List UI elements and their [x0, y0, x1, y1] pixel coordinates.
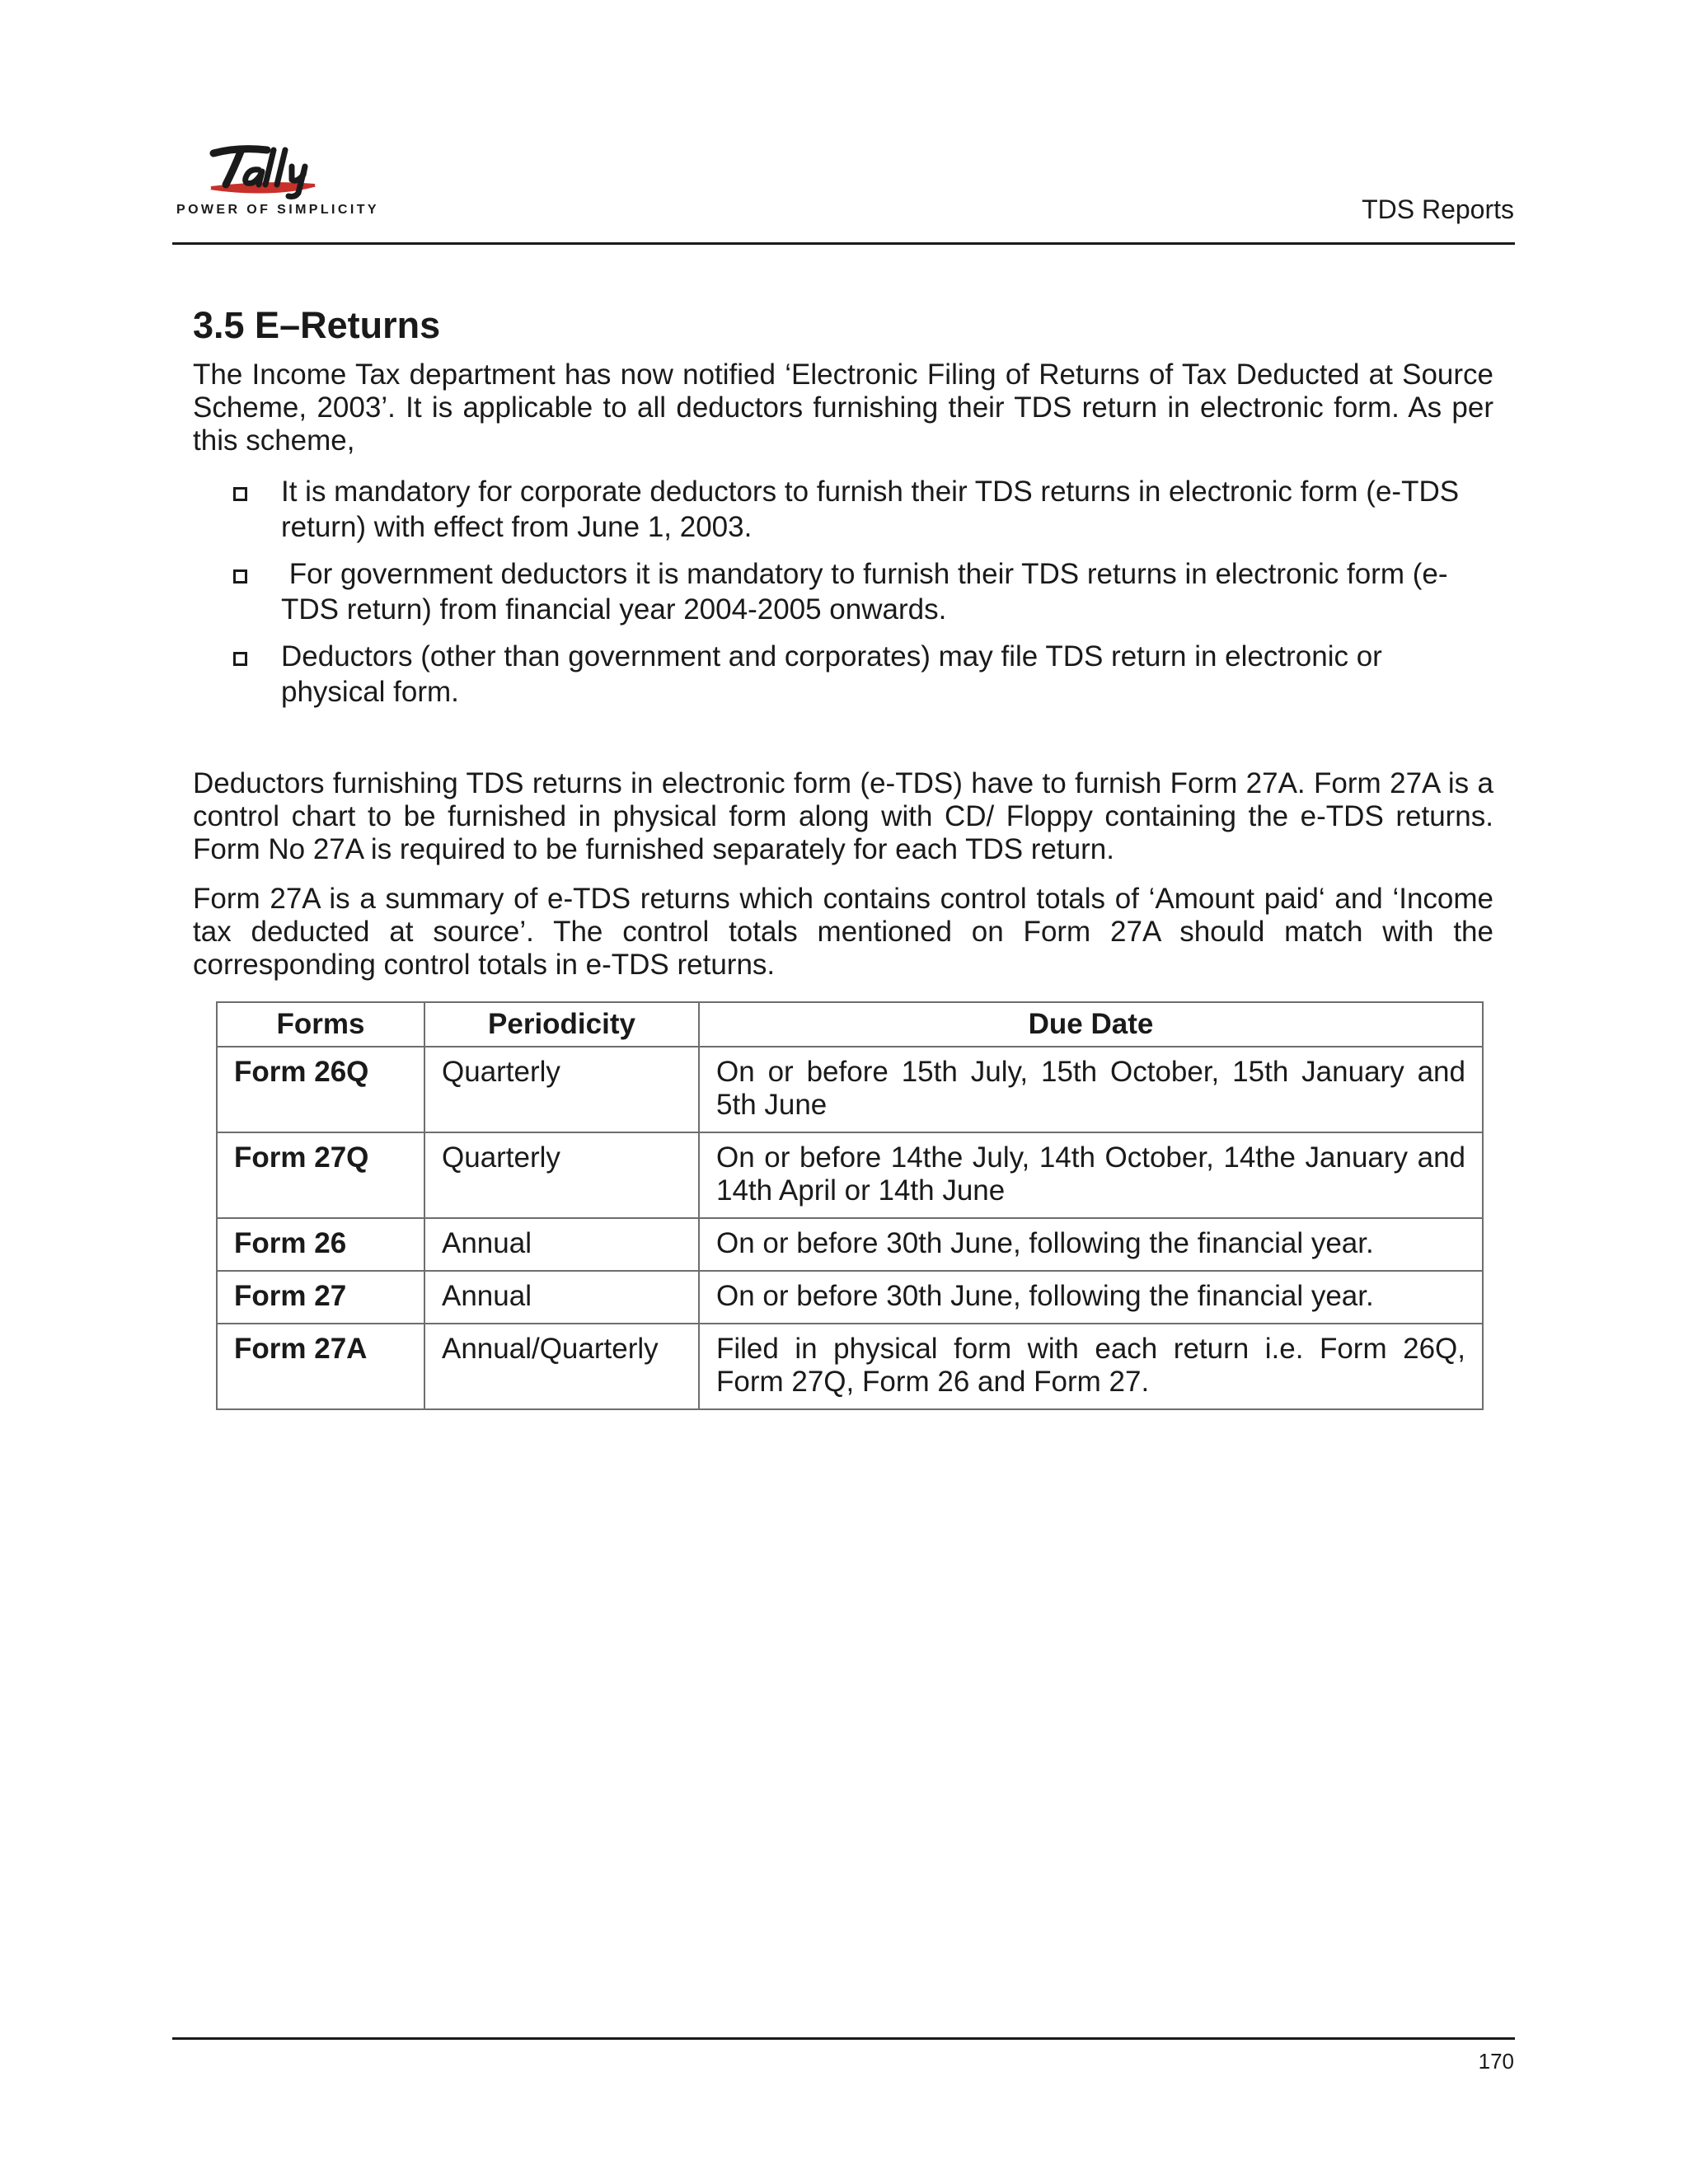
main-content [193, 301, 1493, 1410]
bullet-list [193, 474, 1493, 710]
table-row [217, 1271, 1483, 1324]
square-bullet-icon [233, 652, 247, 666]
list-item-text: Deductors (other than government and corporates) may file TDS return in electronic or physical form. [281, 640, 1382, 708]
table-header-row [217, 1002, 1483, 1047]
section-title: 3.5 E–Returns [193, 304, 441, 346]
due-date-cell: On or before 30th June, following the financial year. [699, 1218, 1483, 1271]
page-number: 170 [1478, 2049, 1514, 2074]
form-name-cell: Form 26 [217, 1218, 424, 1271]
list-item [193, 639, 1493, 710]
form-name-cell: Form 26Q [217, 1047, 424, 1132]
periodicity-cell: Quarterly [424, 1047, 699, 1132]
square-bullet-icon [233, 487, 247, 501]
form-name-cell: Form 27 [217, 1271, 424, 1324]
footer-rule [172, 2037, 1515, 2040]
table-row [217, 1324, 1483, 1409]
table-row [217, 1132, 1483, 1218]
form-name-cell: Form 27Q [217, 1132, 424, 1218]
list-item [193, 474, 1493, 545]
periodicity-cell: Annual [424, 1218, 699, 1271]
column-header-forms: Forms [217, 1002, 424, 1047]
due-date-cell: Filed in physical form with each return i.e. Form 26Q, Form 27Q, Form 26 and Form 27. [699, 1324, 1483, 1409]
column-header-periodicity: Periodicity [424, 1002, 699, 1047]
periodicity-cell: Annual/Quarterly [424, 1324, 699, 1409]
form-name-cell: Form 27A [217, 1324, 424, 1409]
table-row [217, 1047, 1483, 1132]
form27a-summary-paragraph: Form 27A is a summary of e-TDS returns which contains control totals of ‘Amount paid‘ and ‘Income tax deducted at source’. The control totals mentioned on Form 27A should match with the corresponding control totals in e-TDS returns. [193, 883, 1493, 981]
due-date-cell: On or before 30th June, following the financial year. [699, 1271, 1483, 1324]
form27a-paragraph: Deductors furnishing TDS returns in electronic form (e-TDS) have to furnish Form 27A. Form 27A is a control chart to be furnished in physical form along with CD/ Floppy containing the e-TDS returns. Form No 27A is required to be furnished separately for each TDS return. [193, 767, 1493, 865]
table-row [217, 1218, 1483, 1271]
due-date-cell: On or before 14the July, 14th October, 14the January and 14th April or 14th June [699, 1132, 1483, 1218]
header-rule [172, 242, 1515, 245]
list-item [193, 556, 1493, 627]
list-item-text: For government deductors it is mandatory to furnish their TDS returns in electronic form (e-TDS return) from financial year 2004-2005 onwards. [281, 558, 1448, 626]
periodicity-cell: Annual [424, 1271, 699, 1324]
square-bullet-icon [233, 569, 247, 583]
due-date-cell: On or before 15th July, 15th October, 15th January and 5th June [699, 1047, 1483, 1132]
intro-paragraph: The Income Tax department has now notified ‘Electronic Filing of Returns of Tax Deducted at Source Scheme, 2003’. It is applicable to all deductors furnishing their TDS return in electronic form. As per this scheme, [193, 359, 1493, 457]
column-header-due-date: Due Date [699, 1002, 1483, 1047]
list-item-text: It is mandatory for corporate deductors to furnish their TDS returns in electronic form (e-TDS return) with effect from June 1, 2003. [281, 476, 1460, 543]
running-header-title: TDS Reports [1362, 194, 1514, 224]
forms-due-date-table [216, 1001, 1484, 1410]
logo-tagline: POWER OF SIMPLICITY [176, 203, 379, 217]
periodicity-cell: Quarterly [424, 1132, 699, 1218]
